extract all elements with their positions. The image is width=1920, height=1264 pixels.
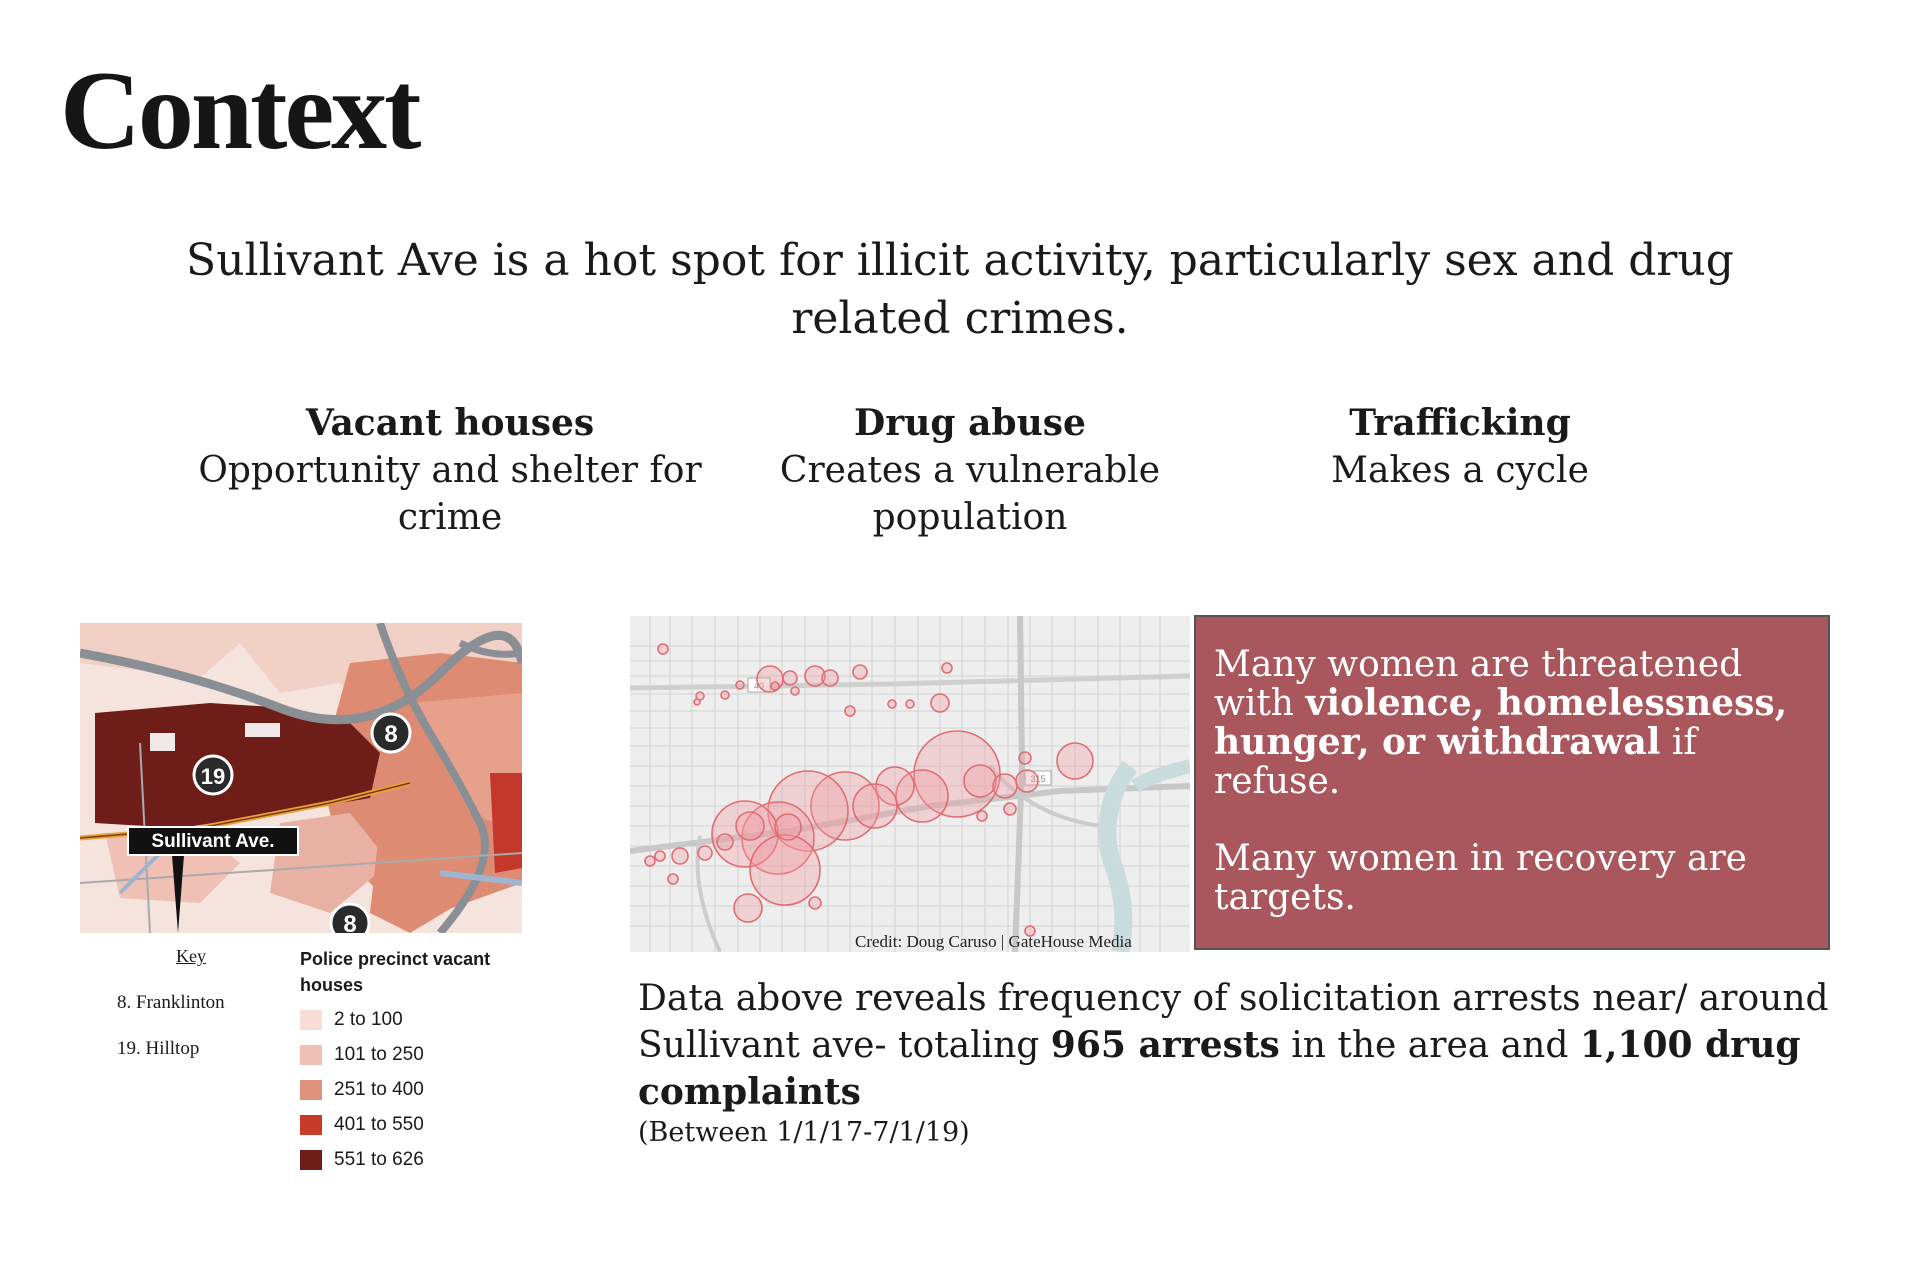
data-caption — [638, 975, 1838, 1150]
date-range: (Between 1/1/17-7/1/19) — [638, 1117, 970, 1148]
page-title: Context — [60, 49, 419, 173]
complaints-count: 1,100 drug complaints — [638, 1024, 1801, 1113]
map-credit: Credit: Doug Caruso | GateHouse Media — [855, 932, 1132, 951]
legend-label: 2 to 100 — [334, 1009, 403, 1030]
callout-paragraph-2: Many women in recovery are targets. — [1214, 838, 1747, 918]
caption-text: Data above reveals frequency of solicitation arrests near/ around Sullivant ave- totaling — [638, 978, 1829, 1066]
callout-text: if refuse. — [1214, 722, 1697, 802]
callout-paragraph-1 — [1214, 645, 1828, 801]
precinct-map — [80, 623, 522, 933]
legend-label: 101 to 250 — [334, 1044, 424, 1065]
legend-label: 551 to 626 — [334, 1149, 424, 1170]
legend-swatch — [300, 1080, 322, 1100]
arrests-count: 965 arrests — [1050, 1024, 1280, 1066]
callout-emphasis: violence, homelessness, hunger, or withdrawal — [1214, 682, 1788, 763]
legend-label: 401 to 550 — [334, 1114, 424, 1135]
legend-swatch — [300, 1115, 322, 1135]
factor-description: Creates a vulnerable population — [779, 450, 1161, 538]
factor-vacant-houses — [170, 400, 730, 541]
factor-drug-abuse — [740, 400, 1200, 541]
precinct-marker-19: 19 — [200, 764, 226, 789]
legend-row — [300, 1079, 424, 1101]
road-shield-315: 315 — [1030, 774, 1046, 784]
key-label: Key — [176, 946, 206, 966]
legend-swatch — [300, 1045, 322, 1065]
legend-row — [300, 1044, 424, 1066]
factor-heading: Trafficking — [1349, 402, 1571, 444]
arrests-map — [630, 616, 1190, 952]
subtitle: Sullivant Ave is a hot spot for illicit activity, particularly sex and drug related crimes. — [186, 235, 1734, 344]
street-label: Sullivant Ave. — [151, 831, 275, 852]
factor-trafficking — [1260, 400, 1660, 494]
road-shield-40: 40 — [753, 681, 765, 691]
legend-swatch — [300, 1150, 322, 1170]
precinct-marker-8-lower: 8 — [343, 911, 357, 933]
legend-row — [300, 1149, 424, 1171]
legend-swatch — [300, 1010, 322, 1030]
precinct-marker-8: 8 — [384, 721, 398, 748]
factor-description: Opportunity and shelter for crime — [198, 450, 702, 538]
trafficking-callout — [1194, 615, 1830, 950]
caption-text: in the area and — [1279, 1025, 1580, 1066]
factor-heading: Vacant houses — [305, 402, 595, 444]
legend-row — [300, 1009, 403, 1031]
legend-row — [300, 1114, 424, 1136]
factor-description: Makes a cycle — [1331, 450, 1589, 491]
key-item-franklinton: 8. Franklinton — [117, 992, 225, 1013]
callout-text: Many women are threatened with — [1214, 644, 1743, 724]
factor-heading: Drug abuse — [854, 402, 1086, 444]
key-item-hilltop: 19. Hilltop — [117, 1038, 200, 1059]
legend-label: 251 to 400 — [334, 1079, 424, 1100]
arrests-map-graphic — [630, 616, 1190, 952]
legend-title: Police precinct vacant houses — [300, 949, 491, 995]
precinct-map-graphic — [80, 623, 522, 933]
